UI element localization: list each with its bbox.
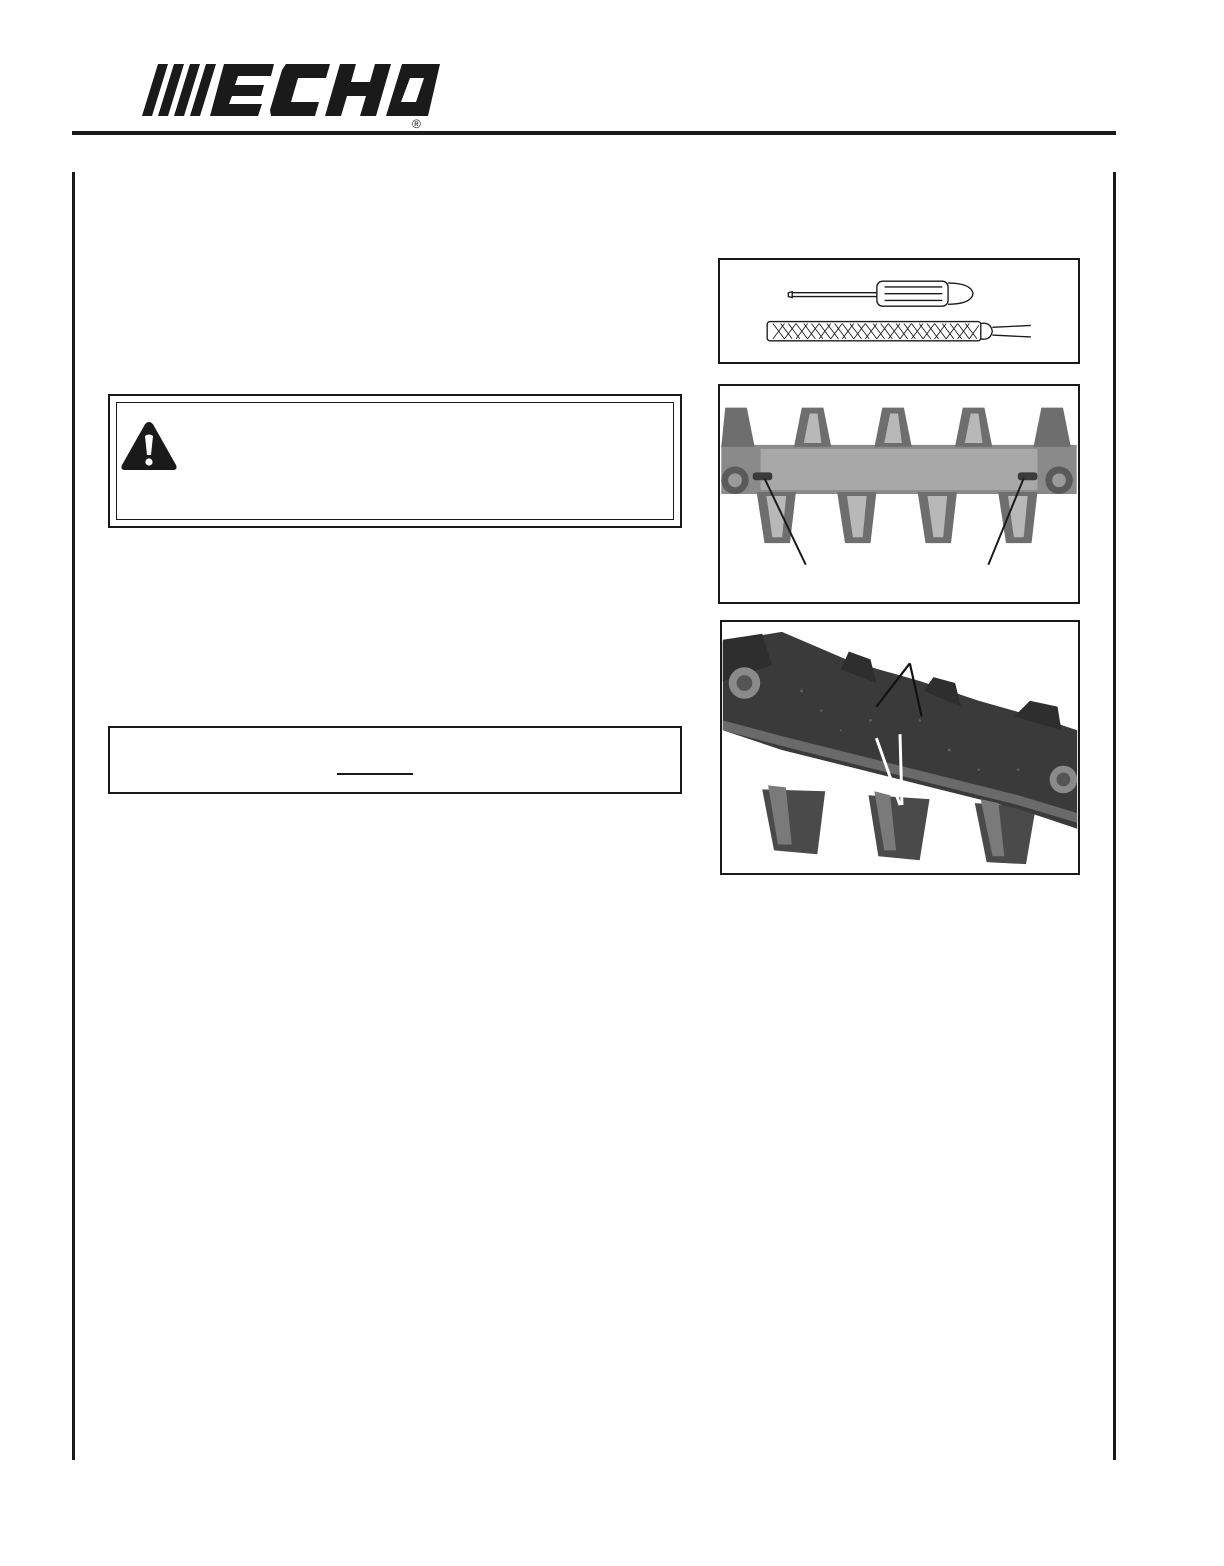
note-underline <box>337 773 413 775</box>
screwdriver-and-file-illustration <box>720 260 1078 362</box>
blade-top-view-illustration <box>720 386 1078 602</box>
right-margin-rule <box>1113 172 1116 1460</box>
registered-mark: ® <box>412 117 421 130</box>
note-box <box>108 726 682 794</box>
echo-logo <box>140 62 440 130</box>
warning-box <box>108 394 682 528</box>
warning-box-inner <box>116 402 674 520</box>
blade-top-view-figure <box>718 384 1080 604</box>
blade-angle-view-figure <box>720 620 1080 875</box>
warning-triangle-icon <box>120 420 178 472</box>
tools-figure <box>718 258 1080 364</box>
blade-angle-view-illustration <box>722 622 1078 873</box>
header-rule <box>72 131 1116 135</box>
left-margin-rule <box>72 172 75 1460</box>
